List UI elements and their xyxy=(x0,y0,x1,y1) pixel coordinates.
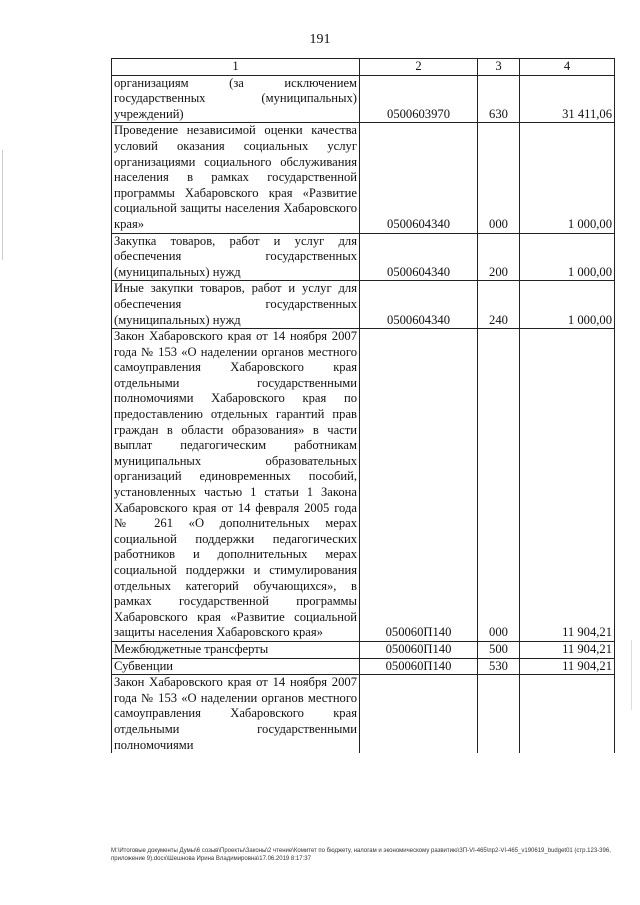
row-code: 0500604340 xyxy=(360,281,478,329)
row-name: Закон Хабаровского края от 14 ноября 2007 года № 153 «О наделении органов местного самоуправления Хабаровского края отдельными государственными полномочиями xyxy=(112,675,360,753)
row-name: Закупка товаров, работ и услуг для обеспечения государственных (муниципальных) нужд xyxy=(112,233,360,281)
row-name: Проведение независимой оценки качества условий оказания социальных услуг организациями социального обслуживания населения в рамках государственной программы Хабаровского края «Развитие социальной защиты населения Хабаровского края» xyxy=(112,123,360,233)
table-row xyxy=(112,641,615,658)
table-row xyxy=(112,281,615,329)
row-type: 240 xyxy=(478,281,520,329)
document-path-footer: М:\Итоговые документы Думы\6 созыв\Проекты\Законы\2 чтение\Комитет по бюджету, налогам и экономическому развитию\ЗП-VI-465\пр2-VI-465_v190619_budget01 (стр.123-396, приложение 9).docx\Шешнова Ирина Владимировна\17.06.2019 8:17:37 xyxy=(111,848,611,862)
row-type: 500 xyxy=(478,641,520,658)
row-type: 200 xyxy=(478,233,520,281)
table-row xyxy=(112,75,615,123)
row-sum: 1 000,00 xyxy=(520,233,615,281)
row-sum xyxy=(520,675,615,753)
table-row xyxy=(112,233,615,281)
page-number: 191 xyxy=(309,32,331,47)
column-header: 4 xyxy=(520,59,615,76)
column-header: 2 xyxy=(360,59,478,76)
row-code: 0500603970 xyxy=(360,75,478,123)
row-type xyxy=(478,675,520,753)
row-name: организациям (за исключением государственных (муниципальных) учреждений) xyxy=(112,75,360,123)
row-code xyxy=(360,675,478,753)
row-name: Субвенции xyxy=(112,658,360,675)
row-sum: 11 904,21 xyxy=(520,329,615,642)
scan-margin-mark xyxy=(631,640,632,710)
row-sum: 31 411,06 xyxy=(520,75,615,123)
scan-margin-mark xyxy=(2,150,3,260)
table-row xyxy=(112,329,615,642)
row-type: 630 xyxy=(478,75,520,123)
row-code: 050060П140 xyxy=(360,329,478,642)
row-type: 530 xyxy=(478,658,520,675)
row-sum: 11 904,21 xyxy=(520,658,615,675)
row-name: Межбюджетные трансферты xyxy=(112,641,360,658)
table-row xyxy=(112,658,615,675)
row-code: 0500604340 xyxy=(360,123,478,233)
row-sum: 1 000,00 xyxy=(520,281,615,329)
column-header: 1 xyxy=(112,59,360,76)
row-name: Закон Хабаровского края от 14 ноября 2007 года № 153 «О наделении органов местного самоуправления Хабаровского края отдельными государственными полномочиями Хабаровского края по предоставлению отдельных гарантий прав граждан в области образования» в части выплат педагогическим работникам муниципальных образовательных организаций единовременных пособий, установленных частью 1 статьи 1 Закона Хабаровского края от 14 февраля 2005 года № 261 «О дополнительных мерах социальной поддержки педагогических работников и дополнительных мерах социальной поддержки и стимулирования отдельных категорий обучающихся», в рамках государственной программы Хабаровского края «Развитие социальной защиты населения Хабаровского края» xyxy=(112,329,360,642)
header-row xyxy=(112,59,615,76)
row-code: 050060П140 xyxy=(360,658,478,675)
table-row xyxy=(112,675,615,753)
row-type: 000 xyxy=(478,123,520,233)
table-row xyxy=(112,123,615,233)
row-sum: 11 904,21 xyxy=(520,641,615,658)
column-header: 3 xyxy=(478,59,520,76)
row-name: Иные закупки товаров, работ и услуг для обеспечения государственных (муниципальных) нужд xyxy=(112,281,360,329)
row-sum: 1 000,00 xyxy=(520,123,615,233)
row-type: 000 xyxy=(478,329,520,642)
budget-table xyxy=(111,58,615,753)
row-code: 050060П140 xyxy=(360,641,478,658)
row-code: 0500604340 xyxy=(360,233,478,281)
